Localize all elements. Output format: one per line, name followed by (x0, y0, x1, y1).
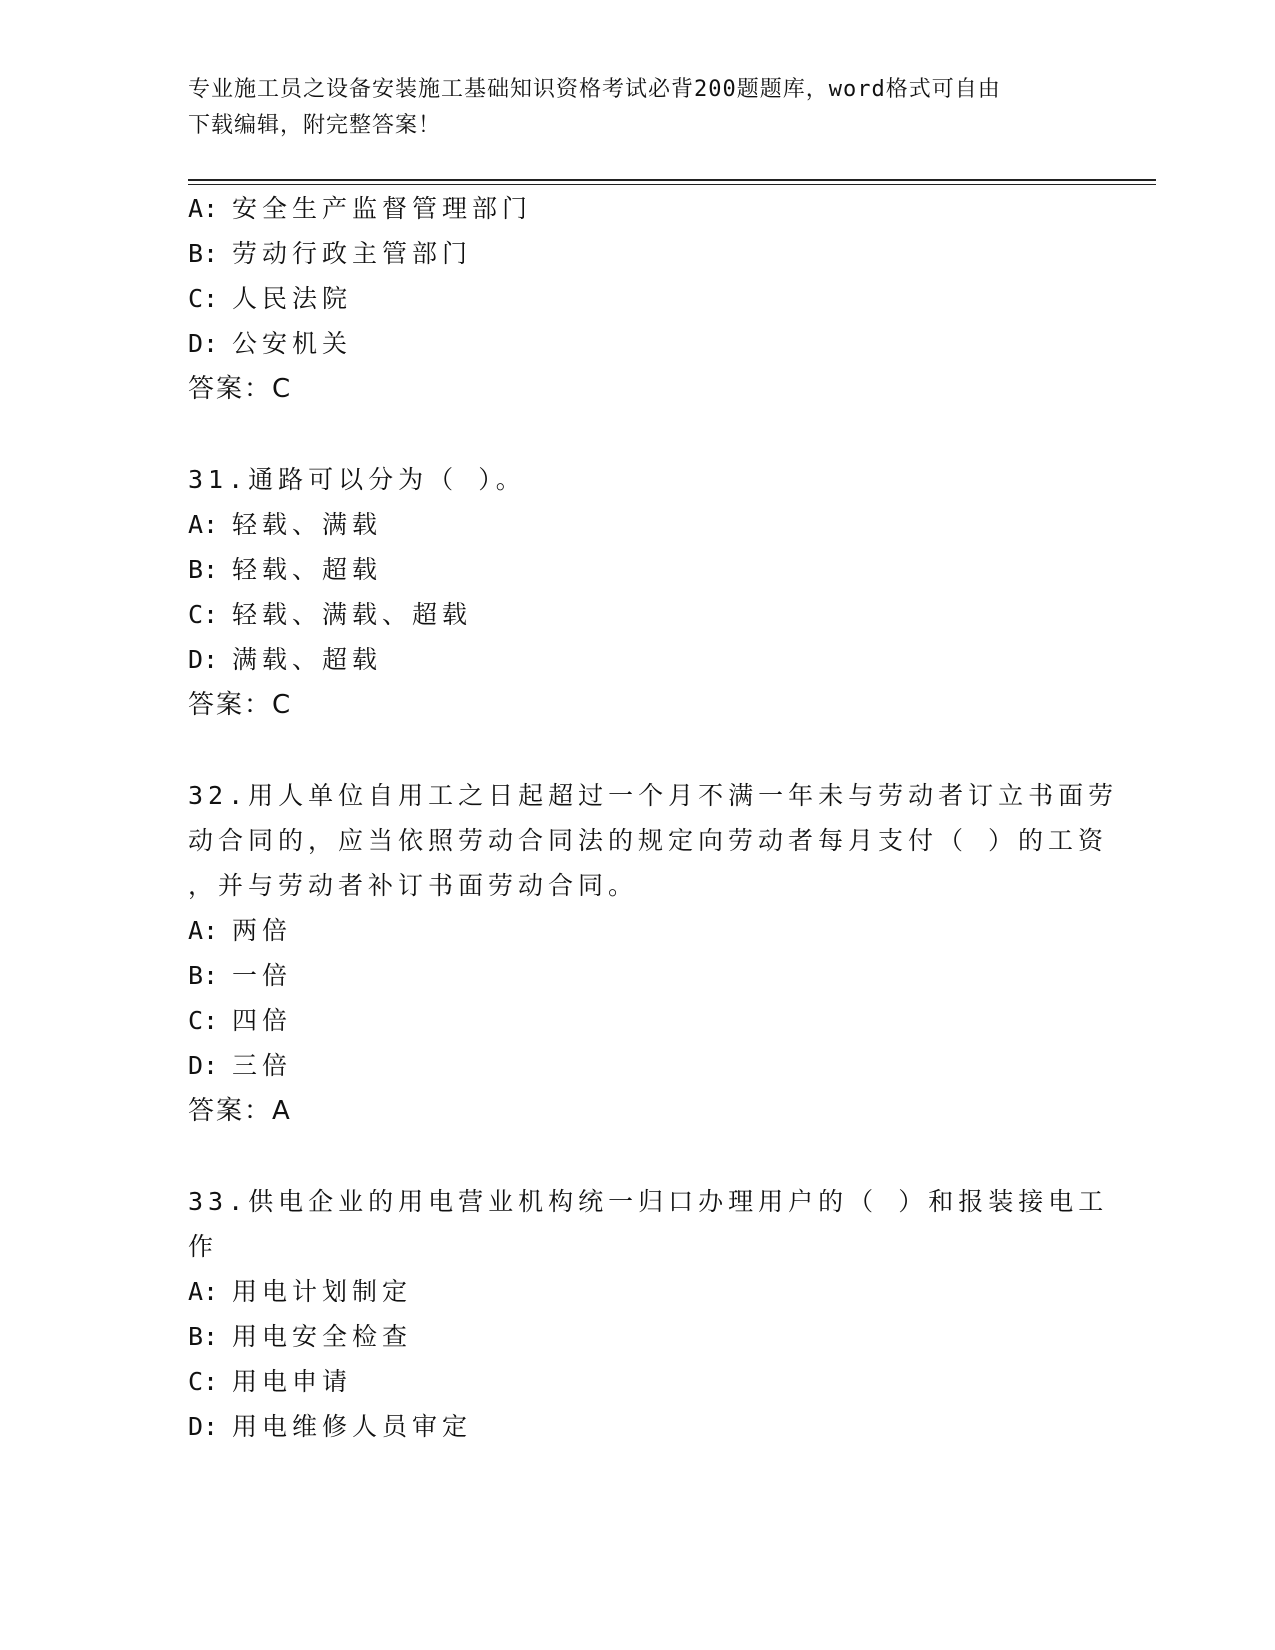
option-letter: D: (188, 1412, 219, 1441)
option-b (188, 1314, 412, 1360)
question-text-line-2: 作 (188, 1232, 219, 1261)
header-divider-thin (188, 184, 1156, 185)
header-line-2: 下载编辑，附完整答案！ (188, 113, 442, 138)
option-letter: C: (188, 1006, 219, 1035)
option-text: 人民法院 (232, 284, 353, 313)
option-letter: B: (188, 555, 219, 584)
option-d (188, 1404, 472, 1450)
option-text: 劳动行政主管部门 (232, 239, 473, 268)
option-letter: B: (188, 1322, 219, 1351)
option-letter: A: (188, 1277, 219, 1306)
option-text: 四倍 (232, 1006, 293, 1035)
option-letter: C: (188, 284, 219, 313)
option-b (188, 953, 292, 999)
document-header (188, 72, 1088, 144)
question-text-line-2: 动合同的，应当依照劳动合同法的规定向劳动者每月支付（ ）的工资 (188, 826, 1109, 855)
option-text: 用电安全检查 (232, 1322, 413, 1351)
option-c (188, 1359, 352, 1405)
option-d (188, 637, 382, 683)
question-text-line-1: 32.用人单位自用工之日起超过一个月不满一年未与劳动者订立书面劳 (188, 781, 1119, 810)
answer-line: 答案：C (188, 374, 293, 404)
option-letter: D: (188, 329, 219, 358)
option-b (188, 231, 472, 277)
option-c (188, 998, 292, 1044)
option-text: 一倍 (232, 961, 293, 990)
option-text: 安全生产监督管理部门 (232, 194, 533, 223)
option-letter: D: (188, 645, 219, 674)
option-text: 三倍 (232, 1051, 293, 1080)
option-text: 公安机关 (232, 329, 353, 358)
option-text: 用电计划制定 (232, 1277, 413, 1306)
option-a (188, 908, 292, 954)
option-text: 两倍 (232, 916, 293, 945)
option-d (188, 1043, 292, 1089)
answer-line: 答案：C (188, 690, 293, 720)
header-divider-thick (188, 179, 1156, 181)
header-line-1: 专业施工员之设备安装施工基础知识资格考试必背200题题库，word格式可自由 (188, 77, 1001, 102)
question-text-line-3: ，并与劳动者补订书面劳动合同。 (188, 871, 639, 900)
option-text: 用电申请 (232, 1367, 353, 1396)
option-b (188, 547, 382, 593)
option-c (188, 592, 472, 638)
option-a (188, 1269, 412, 1315)
option-letter: B: (188, 961, 219, 990)
option-c (188, 276, 352, 322)
option-a (188, 502, 382, 548)
option-letter: A: (188, 194, 219, 223)
option-letter: C: (188, 600, 219, 629)
question-text-line-1: 33.供电企业的用电营业机构统一归口办理用户的（ ）和报装接电工 (188, 1187, 1109, 1216)
option-letter: B: (188, 239, 219, 268)
option-letter: C: (188, 1367, 219, 1396)
option-text: 轻载、满载 (232, 510, 383, 539)
question-text: 31.通路可以分为（ ）。 (188, 465, 526, 494)
option-letter: D: (188, 1051, 219, 1080)
option-letter: A: (188, 916, 219, 945)
option-text: 轻载、满载、超载 (232, 600, 473, 629)
option-a (188, 186, 532, 232)
option-letter: A: (188, 510, 219, 539)
answer-line: 答案：A (188, 1096, 292, 1126)
option-text: 轻载、超载 (232, 555, 383, 584)
option-d (188, 321, 352, 367)
option-text: 满载、超载 (232, 645, 383, 674)
option-text: 用电维修人员审定 (232, 1412, 473, 1441)
